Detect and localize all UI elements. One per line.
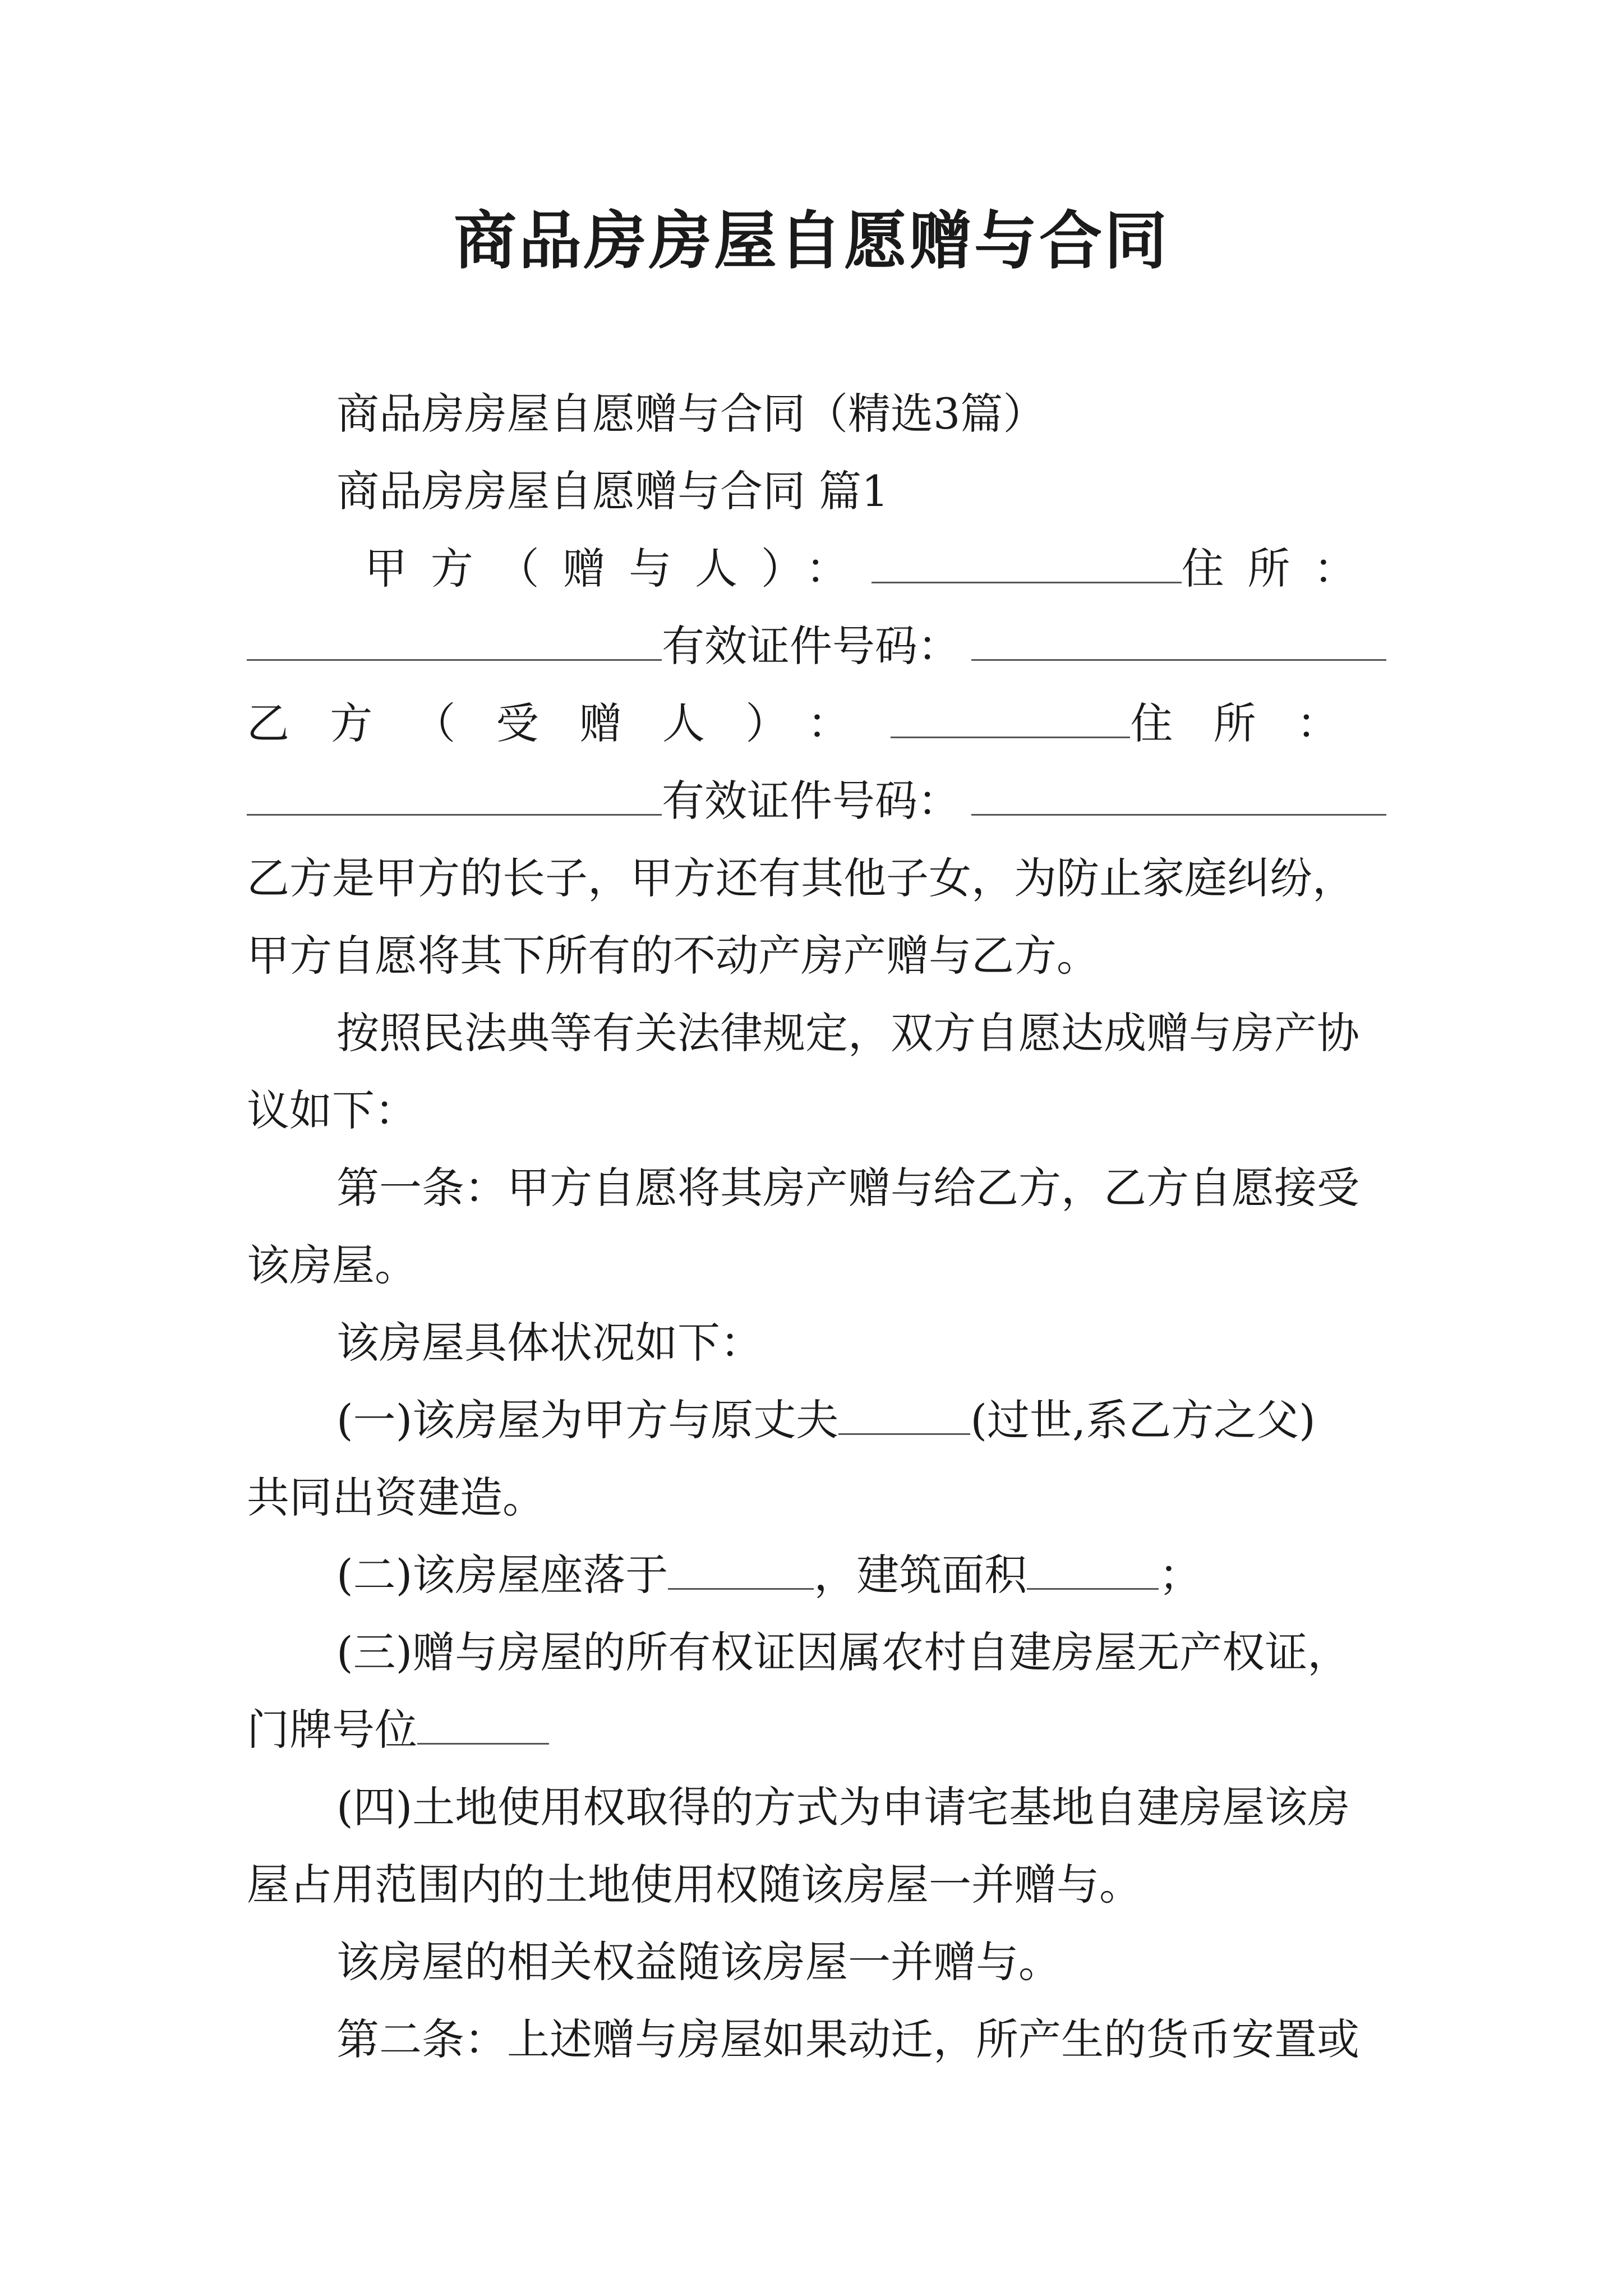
house-number-line [247, 1702, 1380, 1758]
subtitle-line: 商品房房屋自愿赠与合同（精选3篇） [336, 389, 1046, 439]
husband-name-blank [838, 1394, 970, 1435]
party-b-id-blank [971, 775, 1386, 816]
party-b-address-label: 住所： [1130, 698, 1380, 748]
party-a-id-row [247, 618, 1380, 674]
party-a-address-label: 住所： [1181, 544, 1380, 593]
clause-one-text: (一)该房屋为甲方与原丈夫 [336, 1395, 839, 1445]
house-number-label: 门牌号位 [247, 1705, 417, 1755]
clause-two-end: ； [1159, 1550, 1202, 1600]
party-a-label: 甲方（赠与人）： [365, 544, 872, 593]
party-a-row [365, 541, 1380, 597]
section-heading: 商品房房屋自愿赠与合同 篇1 [336, 466, 889, 516]
area-blank [1027, 1549, 1159, 1590]
party-a-id-blank [971, 620, 1386, 661]
clause-two-text: (二)该房屋座落于 [336, 1550, 668, 1600]
location-blank [668, 1549, 814, 1590]
party-b-address-blank [247, 775, 662, 816]
paragraph-line: 共同出资建造。 [247, 1473, 545, 1522]
clause-two-line [336, 1547, 1380, 1603]
clause-one-line [336, 1392, 1380, 1448]
paragraph-line: 议如下： [247, 1085, 417, 1135]
paragraph-line: 屋占用范围内的土地使用权随该房屋一并赠与。 [247, 1860, 1142, 1910]
paragraph-line: 乙方是甲方的长子，甲方还有其他子女，为防止家庭纠纷， [247, 853, 1355, 903]
article-one-line: 第一条：甲方自愿将其房产赠与给乙方，乙方自愿接受 [336, 1163, 1359, 1213]
paragraph-line: 甲方自愿将其下所有的不动产房产赠与乙方。 [247, 931, 1099, 981]
paragraph-line: 该房屋。 [247, 1240, 417, 1290]
house-number-blank [417, 1704, 549, 1745]
party-a-address-blank [247, 620, 662, 661]
paragraph-line: 该房屋的相关权益随该房屋一并赠与。 [336, 1937, 1061, 1987]
party-b-id-label: 有效证件号码： [662, 776, 960, 826]
clause-three-line: (三)赠与房屋的所有权证因属农村自建房屋无产权证， [336, 1627, 1350, 1677]
clause-four-line: (四)土地使用权取得的方式为申请宅基地自建房屋该房 [336, 1782, 1350, 1832]
party-b-name-blank [891, 697, 1131, 738]
paragraph-line: 按照民法典等有关法律规定，双方自愿达成赠与房产协 [336, 1008, 1359, 1058]
article-two-line: 第二条：上述赠与房屋如果动迁，所产生的货币安置或 [336, 2014, 1359, 2064]
party-a-name-blank [872, 542, 1181, 583]
party-b-id-row [247, 773, 1380, 829]
clause-two-area-label: ，建筑面积 [814, 1550, 1027, 1600]
party-b-row [247, 696, 1380, 752]
party-b-label: 乙方（受赠人）： [247, 698, 891, 748]
party-a-id-label: 有效证件号码： [662, 621, 960, 671]
paragraph-line: 该房屋具体状况如下： [336, 1318, 763, 1368]
document-title: 商品房房屋自愿赠与合同 [454, 204, 1169, 278]
clause-one-note: (过世,系乙方之父) [970, 1395, 1316, 1445]
